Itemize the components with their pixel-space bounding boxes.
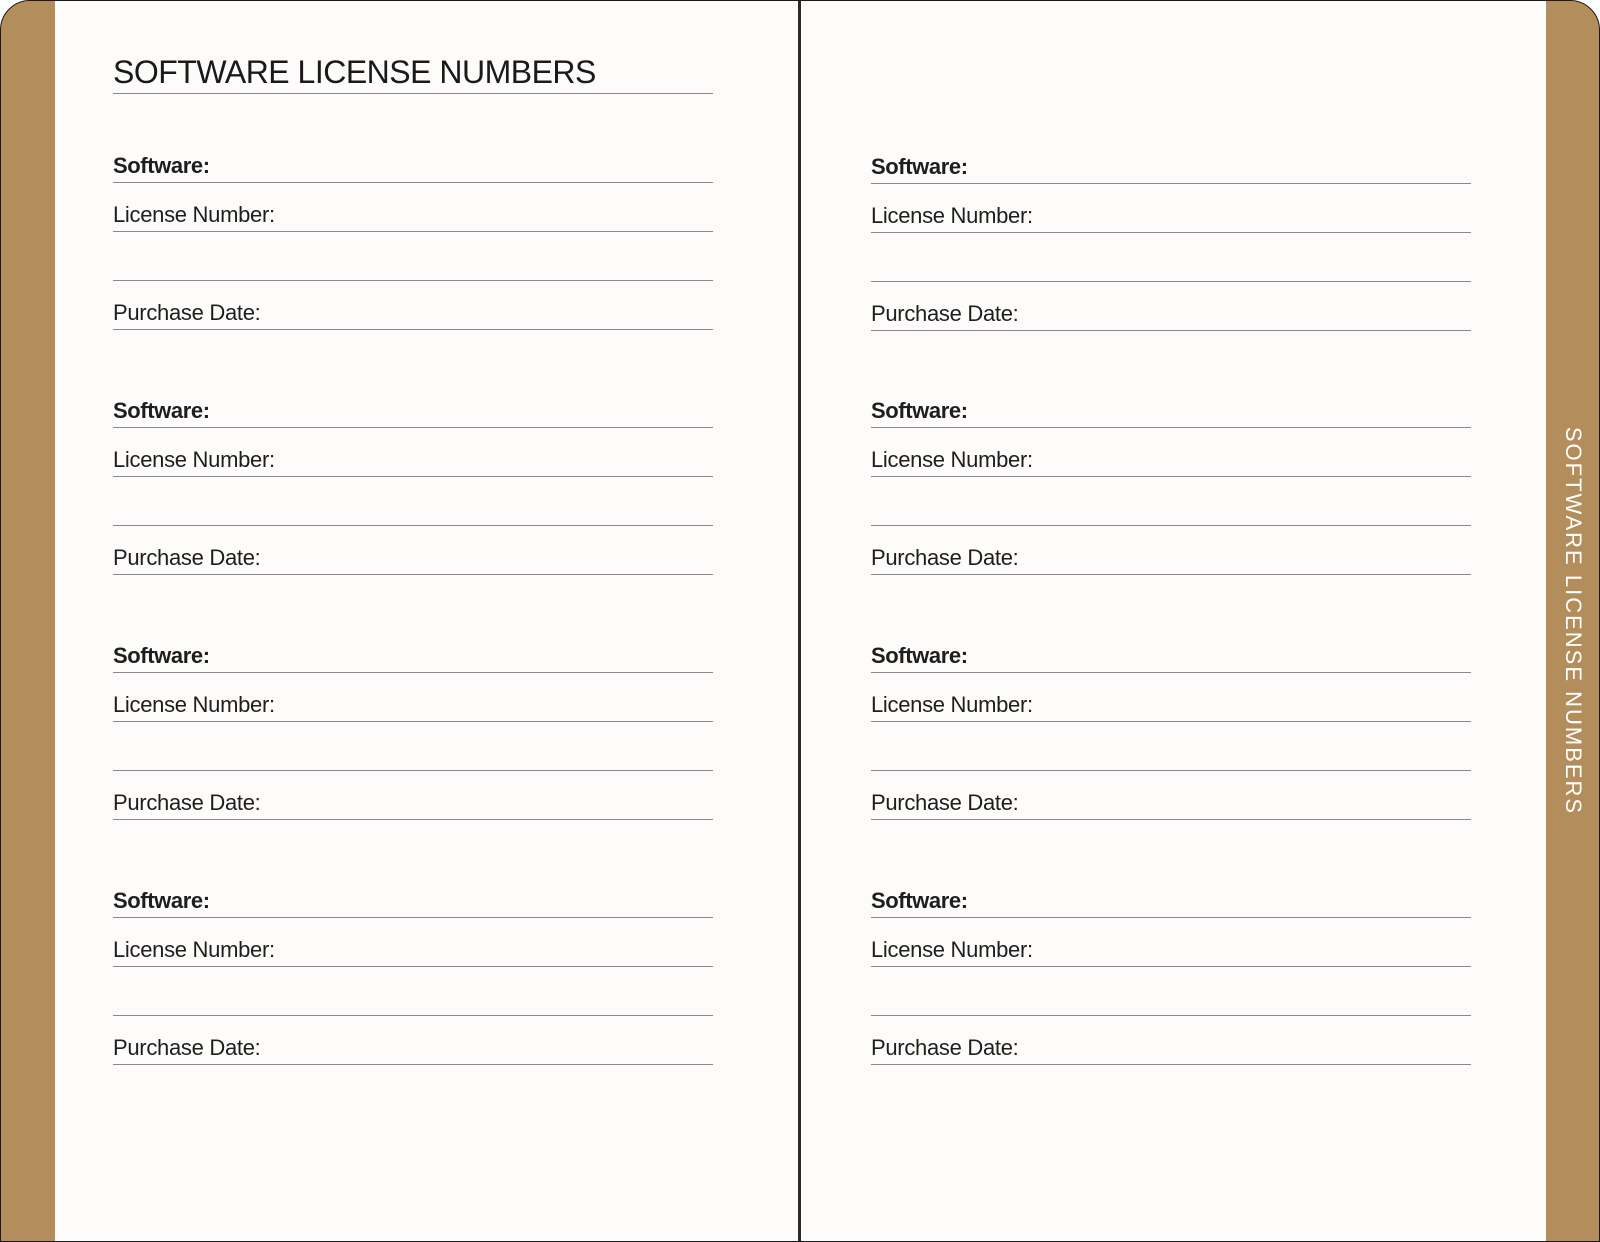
license-number-field[interactable]: License Number: [113,198,713,232]
software-field[interactable]: Software: [113,639,713,673]
license-number-field[interactable]: License Number: [871,933,1471,967]
license-number-extra-line[interactable] [871,492,1471,526]
purchase-date-field[interactable]: Purchase Date: [871,297,1471,331]
left-page [55,1,799,1242]
software-field[interactable]: Software: [871,150,1471,184]
license-number-extra-line[interactable] [871,248,1471,282]
purchase-date-field[interactable]: Purchase Date: [113,786,713,820]
license-number-extra-line[interactable] [113,247,713,281]
purchase-date-field[interactable]: Purchase Date: [113,296,713,330]
software-field[interactable]: Software: [113,149,713,183]
right-page [801,1,1546,1242]
page-title: SOFTWARE LICENSE NUMBERS [113,51,713,94]
license-number-field[interactable]: License Number: [113,933,713,967]
license-number-field[interactable]: License Number: [871,443,1471,477]
license-number-extra-line[interactable] [113,982,713,1016]
license-number-extra-line[interactable] [113,737,713,771]
license-number-field[interactable]: License Number: [113,688,713,722]
license-number-field[interactable]: License Number: [871,688,1471,722]
license-number-extra-line[interactable] [871,737,1471,771]
purchase-date-field[interactable]: Purchase Date: [113,541,713,575]
software-field[interactable]: Software: [871,639,1471,673]
license-number-field[interactable]: License Number: [113,443,713,477]
license-number-extra-line[interactable] [113,492,713,526]
purchase-date-field[interactable]: Purchase Date: [113,1031,713,1065]
software-field[interactable]: Software: [871,884,1471,918]
software-field[interactable]: Software: [113,884,713,918]
purchase-date-field[interactable]: Purchase Date: [871,541,1471,575]
software-field[interactable]: Software: [871,394,1471,428]
purchase-date-field[interactable]: Purchase Date: [871,786,1471,820]
license-number-extra-line[interactable] [871,982,1471,1016]
software-field[interactable]: Software: [113,394,713,428]
spine-tab-label: SOFTWARE LICENSE NUMBERS [1561,426,1586,816]
purchase-date-field[interactable]: Purchase Date: [871,1031,1471,1065]
license-number-field[interactable]: License Number: [871,199,1471,233]
